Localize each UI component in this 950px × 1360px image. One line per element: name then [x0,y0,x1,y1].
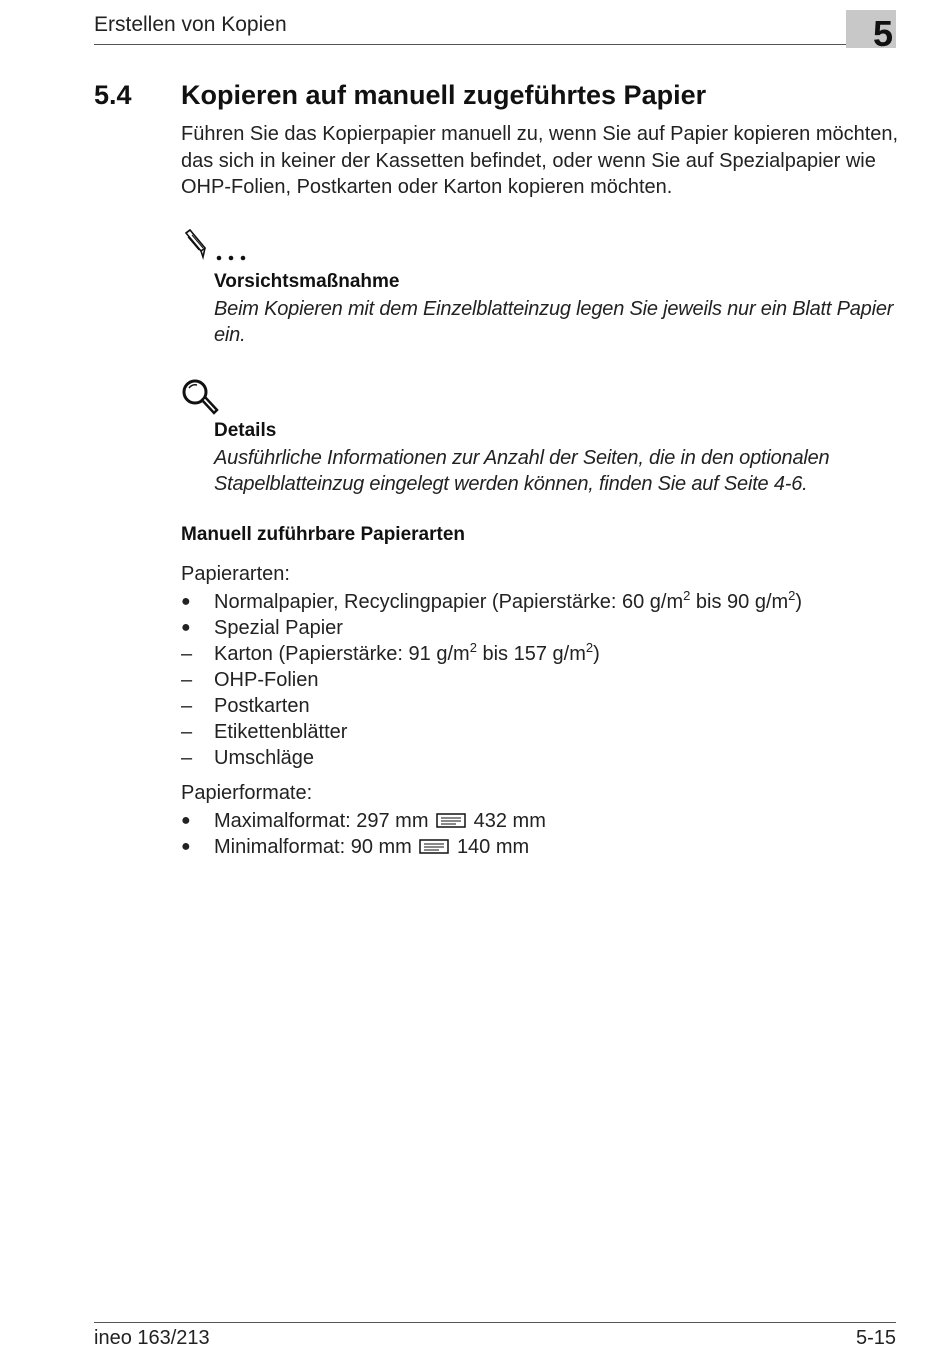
section-title: Kopieren auf manuell zugeführtes Papier [181,80,707,110]
section-number: 5.4 [94,80,132,110]
list-item [181,667,802,693]
paper-subheading: Manuell zuführbare Papierarten [181,524,466,545]
landscape-paper-icon [436,813,466,828]
paper-types-label: Papierarten: [181,563,290,585]
list-item-text: OHP-Folien [214,669,319,691]
dash-marker: – [181,669,193,691]
landscape-paper-icon [419,839,449,854]
list-item [181,834,546,860]
bullet-icon: ● [181,593,191,610]
list-item-text: bis 157 g/m [476,643,586,665]
list-item-text: ) [795,591,803,613]
list-item [181,745,802,771]
list-item-text: ) [593,643,600,665]
list-item [181,808,546,834]
header-rule [94,44,896,45]
list-item [181,615,802,641]
list-item [181,641,802,667]
details-heading: Details [214,420,277,441]
list-item-text: Postkarten [214,695,310,717]
list-item [181,719,802,745]
dash-marker: – [181,643,193,665]
list-item [181,589,802,615]
bullet-icon: ● [181,812,191,829]
page-number: 5-15 [855,1327,896,1349]
footer-rule [94,1322,896,1323]
list-item-text: bis 90 g/m [690,591,789,613]
list-item-text: Minimalformat: 90 mm [214,836,412,858]
intro-paragraph: Führen Sie das Kopierpapier manuell zu, wenn Sie auf Papier kopieren möchten, das sich in keiner der Kassetten befindet, oder wenn Sie auf Spezialpapier wie OHP-Folien, Postkarten oder Karton kopieren möchten. [181,123,899,198]
dash-marker: – [181,695,193,717]
list-item-text: Normalpapier, Recyclingpapier (Papierstärke: 60 g/m [214,591,684,613]
running-header: Erstellen von Kopien [94,13,287,36]
details-text: Ausführliche Informationen zur Anzahl der Seiten, die in den optionalen Stapelblatteinzug eingelegt werden können, finden Sie auf Seite 4-6. [214,447,830,495]
bullet-icon: ● [181,619,191,636]
magnifier-icon [181,378,221,418]
footer-model: ineo 163/213 [94,1327,210,1349]
list-item [181,693,802,719]
chapter-number: 5 [872,13,893,54]
dash-marker: – [181,747,193,769]
list-item-text: Umschläge [214,747,315,769]
caution-text: Beim Kopieren mit dem Einzelblatteinzug legen Sie jeweils nur ein Blatt Papier ein. [214,298,894,346]
caution-heading: Vorsichtsmaßnahme [214,271,400,292]
bullet-icon: ● [181,838,191,855]
dash-marker: – [181,721,193,743]
paper-formats-label: Papierformate: [181,782,313,804]
list-item-text: 140 mm [456,836,530,858]
list-item-text: Maximalformat: 297 mm [214,810,429,832]
pencil-note-icon [181,227,251,263]
paper-formats-list [181,808,546,860]
list-item-text: Karton (Papierstärke: 91 g/m [214,643,470,665]
list-item-text: Spezial Papier [214,617,343,639]
superscript: 2 [788,588,796,603]
superscript: 2 [585,640,594,655]
list-item-text: Etikettenblätter [214,721,348,743]
superscript: 2 [469,640,477,655]
list-item-text: 432 mm [473,810,546,832]
paper-types-list [181,589,802,771]
chapter-tab [846,10,896,54]
superscript: 2 [683,588,691,603]
